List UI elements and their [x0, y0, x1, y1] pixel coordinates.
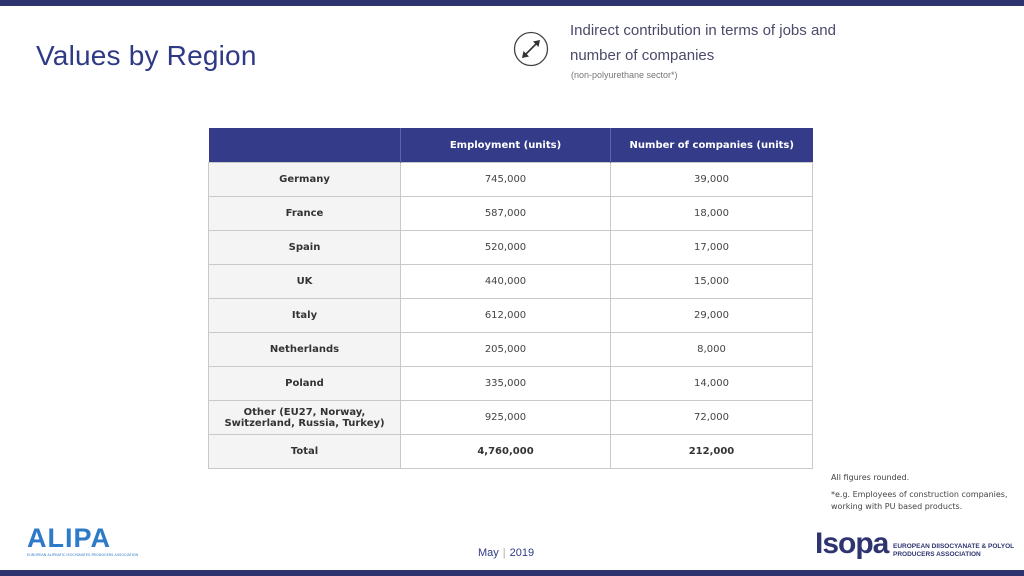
- employment-cell: 925,000: [401, 401, 611, 435]
- employment-cell: 520,000: [401, 231, 611, 265]
- region-values-table: [208, 128, 813, 469]
- total-label-cell: Total: [209, 435, 401, 469]
- employment-cell: 440,000: [401, 265, 611, 299]
- table-row: [209, 231, 813, 265]
- footer-date: [478, 547, 534, 559]
- isopa-logo-subtext-line1: EUROPEAN DIISOCYANATE & POLYOL: [893, 543, 1015, 550]
- column-header-companies: Number of companies (units): [611, 128, 813, 163]
- rounding-note: All figures rounded.: [831, 473, 910, 482]
- table-row: [209, 299, 813, 333]
- isopa-logo: [815, 528, 1015, 564]
- companies-cell: 8,000: [611, 333, 813, 367]
- subtitle-line-2: number of companies: [570, 47, 715, 64]
- employment-cell: 205,000: [401, 333, 611, 367]
- employment-cell: 612,000: [401, 299, 611, 333]
- expand-arrows-icon: [513, 31, 549, 67]
- page-title: Values by Region: [36, 40, 257, 71]
- table-row: [209, 265, 813, 299]
- table-header-row: [209, 128, 813, 163]
- companies-cell: 15,000: [611, 265, 813, 299]
- total-companies-cell: 212,000: [611, 435, 813, 469]
- region-cell: Spain: [209, 231, 401, 265]
- companies-cell: 72,000: [611, 401, 813, 435]
- employment-cell: 745,000: [401, 163, 611, 197]
- table-row: [209, 197, 813, 231]
- isopa-logo-text: Isopa: [815, 527, 889, 560]
- region-cell: Netherlands: [209, 333, 401, 367]
- alipa-logo-text: ALIPA: [27, 523, 111, 553]
- column-header-employment: Employment (units): [401, 128, 611, 163]
- companies-cell: 18,000: [611, 197, 813, 231]
- region-cell: Poland: [209, 367, 401, 401]
- isopa-logo-subtext-line2: PRODUCERS ASSOCIATION: [893, 551, 981, 558]
- table-row: [209, 163, 813, 197]
- table-row: [209, 333, 813, 367]
- region-cell: Other (EU27, Norway, Switzerland, Russia, Turkey): [209, 401, 401, 435]
- table-row: [209, 367, 813, 401]
- total-employment-cell: 4,760,000: [401, 435, 611, 469]
- isopa-logo-subtext: [893, 543, 1014, 559]
- table-row: [209, 401, 813, 435]
- employment-cell: 587,000: [401, 197, 611, 231]
- companies-cell: 39,000: [611, 163, 813, 197]
- employment-cell: 335,000: [401, 367, 611, 401]
- bottom-accent-bar: [0, 570, 1024, 576]
- footer-separator: |: [502, 547, 506, 559]
- alipa-logo: [27, 523, 139, 560]
- top-accent-bar: [0, 0, 1024, 6]
- region-cell: Germany: [209, 163, 401, 197]
- table-total-row: [209, 435, 813, 469]
- footnote: *e.g. Employees of construction companies, working with PU based products.: [831, 490, 1008, 511]
- region-cell: France: [209, 197, 401, 231]
- alipa-logo-subtext: EUROPEAN ALIPHATIC ISOCYANATES PRODUCERS ASSOCIATION: [27, 553, 139, 557]
- footer-year: 2019: [509, 547, 535, 559]
- companies-cell: 17,000: [611, 231, 813, 265]
- column-header-region: [209, 128, 401, 163]
- footer-month: May: [478, 547, 499, 559]
- region-cell: Italy: [209, 299, 401, 333]
- companies-cell: 14,000: [611, 367, 813, 401]
- region-cell: UK: [209, 265, 401, 299]
- subtitle-line-1: Indirect contribution in terms of jobs and: [570, 22, 836, 39]
- companies-cell: 29,000: [611, 299, 813, 333]
- subtitle-note: (non-polyurethane sector*): [571, 70, 678, 80]
